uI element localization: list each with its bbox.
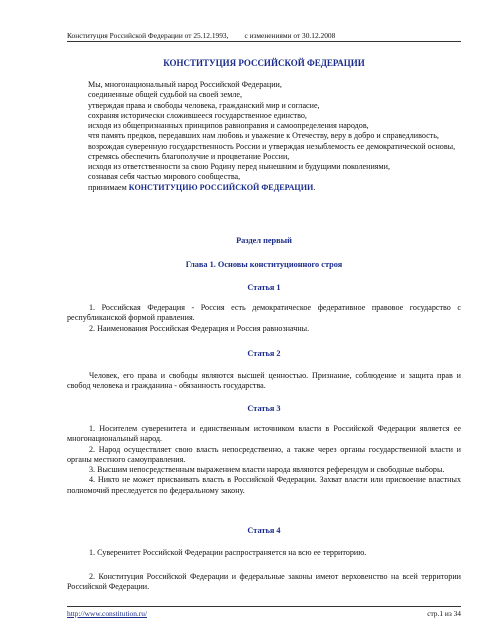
preamble-closing-prefix: принимаем: [88, 182, 129, 192]
article-title: Статья 4: [247, 526, 281, 535]
article-paragraph: 2. Наименования Российская Федерация и Россия равнозначны.: [89, 323, 310, 333]
preamble-line: исходя из общепризнанных принципов равноправия и самоопределения народов,: [88, 121, 369, 130]
article-paragraph: Человек, его права и свободы являются высшей ценностью. Признание, соблюдение и защита прав и свобод человека и гражданина - обязанность государства.: [67, 371, 461, 391]
preamble-line: утверждая права и свободы человека, гражданский мир и согласие,: [88, 100, 320, 110]
article-body: [67, 303, 461, 334]
article-paragraph: 4. Никто не может присваивать власть в Российской Федерации. Захват власти или присвоение властных полномочий преследуется по федеральному закону.: [67, 475, 461, 495]
page-header: [67, 31, 461, 42]
article-body: [67, 371, 461, 392]
preamble-closing: [88, 183, 461, 193]
article-paragraph: 1. Суверенитет Российской Федерации распространяется на всю ее территорию.: [89, 548, 367, 557]
footer-divider: [67, 606, 461, 607]
page-footer: [67, 609, 461, 618]
preamble-line: исходя из ответственности за свою Родину перед нынешним и будущими поколениями,: [88, 162, 390, 171]
preamble-line: соединенные общей судьбой на своей земле,: [88, 90, 242, 100]
article-title: Статья 3: [247, 404, 281, 413]
preamble-line: чтя память предков, передавших нам любовь и уважение к Отечеству, веру в добро и справедливость,: [88, 131, 439, 141]
article-body: [67, 572, 461, 593]
preamble-line: сознавая себя частью мирового сообщества,: [88, 172, 241, 182]
chapter-title: Глава 1. Основы конституционного строя: [185, 260, 343, 269]
article-body: [67, 548, 461, 558]
section-title: Раздел первый: [236, 236, 292, 245]
preamble-line: стремясь обеспечить благополучие и процветание России,: [88, 151, 290, 161]
article-paragraph: 2. Конституция Российской Федерации и федеральные законы имеют верховенство на всей территории Российской Федерации.: [67, 572, 461, 592]
article-title: Статья 1: [247, 283, 281, 292]
header-modified: с изменениями от 30.12.2008: [244, 31, 336, 40]
article-paragraph: 1. Носителем суверенитета и единственным источником власти в Российской Федерации является ее многонациональный народ.: [67, 424, 461, 444]
preamble-line: возрождая суверенную государственность России и утверждая незыблемость ее демократической основы,: [88, 141, 456, 151]
article-paragraph: 1. Российская Федерация - Россия есть демократическое федеративное правовое государство с республиканской формой правления.: [67, 303, 461, 323]
article-paragraph: 2. Народ осуществляет свою власть непосредственно, а также через органы государственной власти и органы местного самоуправления.: [67, 444, 461, 464]
preamble: [88, 80, 461, 193]
article-title: Статья 2: [247, 349, 281, 358]
footer-link[interactable]: http://www.constitution.ru/: [67, 609, 147, 618]
document-title: КОНСТИТУЦИЯ РОССИЙСКОЙ ФЕДЕРАЦИИ: [163, 58, 365, 68]
article-paragraph: 3. Высшим непосредственным выражением власти народа являются референдум и свободные выборы.: [89, 465, 445, 474]
page-number: стр.1 из 34: [427, 609, 461, 618]
article-body: [67, 424, 461, 496]
preamble-closing-suffix: .: [313, 182, 316, 192]
preamble-closing-title: КОНСТИТУЦИЮ РОССИЙСКОЙ ФЕДЕРАЦИИ: [128, 182, 314, 192]
preamble-line: Мы, многонациональный народ Российской Федерации,: [88, 80, 282, 89]
header-title: Конституция Российской Федерации от 25.12.1993,: [67, 31, 229, 40]
preamble-line: сохраняя исторически сложившееся государственное единство,: [88, 110, 307, 120]
